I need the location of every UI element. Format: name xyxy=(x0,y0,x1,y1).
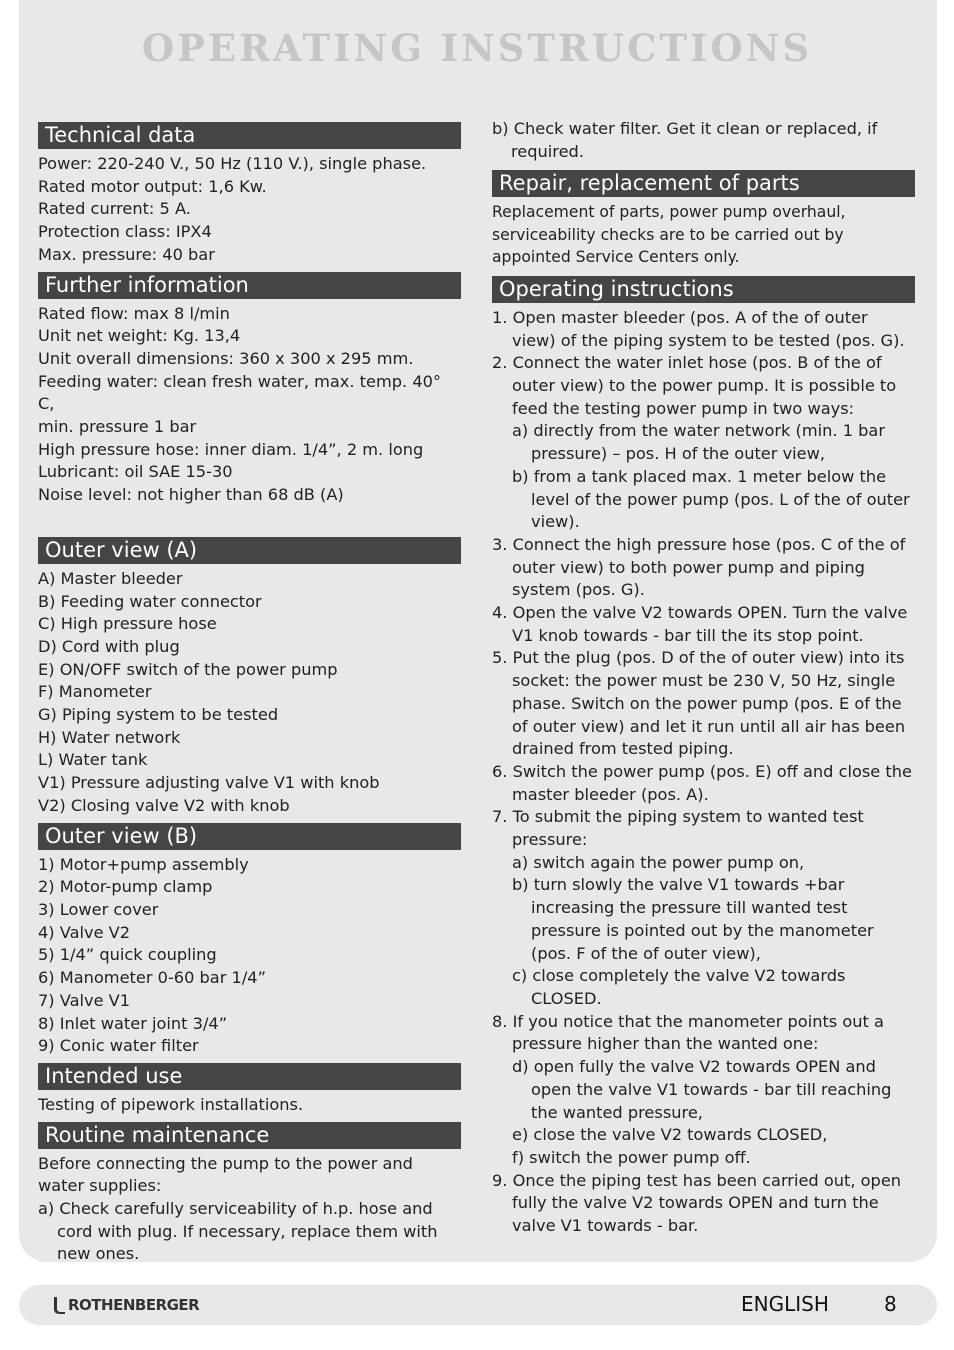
routine-maintenance-heading: Routine maintenance xyxy=(38,1122,461,1149)
list-item: 9) Conic water filter xyxy=(38,1036,199,1056)
intended-use-heading: Intended use xyxy=(38,1063,461,1090)
list-item: 4) Valve V2 xyxy=(38,922,131,942)
step-item xyxy=(492,307,915,352)
outer-view-b-heading: Outer view (B) xyxy=(38,823,461,850)
maintenance-continued xyxy=(492,118,915,163)
list-item: D) Cord with plug xyxy=(38,636,180,656)
list-item: H) Water network xyxy=(38,727,181,747)
text-line: Feeding water: clean fresh water, max. temp. 40° C, xyxy=(38,371,442,414)
right-column xyxy=(492,118,915,1238)
outer-view-a-list xyxy=(38,568,461,818)
step-text: 5. Put the plug (pos. D of the of outer view) into its socket: the power must be 230 V, 50 Hz, single phase. Switch on the power pump (pos. E of the of outer view) and let it run until all air has been drained from tested piping. xyxy=(492,648,906,759)
step-text: 9. Once the piping test has been carried out, open fully the valve V2 towards OPEN and turn the valve V1 towards - bar. xyxy=(492,1170,902,1236)
text-line: Unit net weight: Kg. 13,4 xyxy=(38,326,241,346)
substep-item: e) close the valve V2 towards CLOSED, xyxy=(512,1125,828,1145)
substep-item: a) directly from the water network (min. 1 bar pressure) – pos. H of the outer view, xyxy=(512,421,885,464)
substep-item: f) switch the power pump off. xyxy=(512,1147,751,1167)
operating-instructions-heading: Operating instructions xyxy=(492,276,915,303)
text-line: Testing of pipework installations. xyxy=(38,1094,304,1114)
list-item: V1) Pressure adjusting valve V1 with knob xyxy=(38,773,380,793)
list-item: 7) Valve V1 xyxy=(38,990,131,1010)
brand-logo xyxy=(52,1294,199,1316)
substep-item: b) turn slowly the valve V1 towards +bar increasing the pressure till wanted test pressure is pointed out by the manometer (pos. F of the of outer view), xyxy=(512,875,874,963)
list-item: 2) Motor-pump clamp xyxy=(38,877,213,897)
list-item: G) Piping system to be tested xyxy=(38,705,279,725)
step-item xyxy=(492,761,915,806)
list-item: B) Feeding water connector xyxy=(38,591,262,611)
substep-item: a) switch again the power pump on, xyxy=(512,852,805,872)
step-text: 4. Open the valve V2 towards OPEN. Turn the valve V1 knob towards - bar till the its stop point. xyxy=(492,603,908,645)
text-line: Rated flow: max 8 l/min xyxy=(38,303,230,323)
left-column xyxy=(38,122,461,1266)
outer-view-b-list xyxy=(38,854,461,1058)
step-text: 2. Connect the water inlet hose (pos. B of the of outer view) to the power pump. It is possible to feed the testing power pump in two ways: xyxy=(492,353,897,418)
repair-text: Replacement of parts, power pump overhaul, serviceability checks are to be carried out by appointed Service Centers only. xyxy=(492,203,846,267)
maintenance-step-b: b) Check water filter. Get it clean or replaced, if required. xyxy=(492,119,878,161)
step-text: 8. If you notice that the manometer points out a pressure higher than the wanted one: xyxy=(492,1011,884,1054)
substep-list xyxy=(512,852,915,1011)
text-line: Noise level: not higher than 68 dB (A) xyxy=(38,485,344,505)
technical-data-list xyxy=(38,153,461,267)
operating-steps-list xyxy=(492,307,915,1238)
step-text: 1. Open master bleeder (pos. A of the of outer view) of the piping system to be tested (pos. G). xyxy=(492,307,905,350)
substep-item: c) close completely the valve V2 towards CLOSED. xyxy=(512,966,846,1008)
language-label: ENGLISH xyxy=(741,1292,829,1316)
step-item xyxy=(492,647,915,761)
list-item: A) Master bleeder xyxy=(38,568,183,588)
substep-item: b) from a tank placed max. 1 meter below the level of the power pump (pos. L of the of outer view). xyxy=(512,466,910,532)
text-line: min. pressure 1 bar xyxy=(38,417,197,437)
step-item xyxy=(492,602,915,647)
text-line: Power: 220-240 V., 50 Hz (110 V.), single phase. xyxy=(38,154,427,173)
text-line: Max. pressure: 40 bar xyxy=(38,244,215,264)
routine-maintenance-text xyxy=(38,1153,461,1267)
repair-heading: Repair, replacement of parts xyxy=(492,170,915,197)
list-item: F) Manometer xyxy=(38,682,152,702)
brand-mark-icon xyxy=(52,1295,66,1315)
list-item: 1) Motor+pump assembly xyxy=(38,854,249,874)
text-line: Rated current: 5 A. xyxy=(38,199,191,219)
intended-use-text xyxy=(38,1094,461,1117)
further-information-heading: Further information xyxy=(38,272,461,299)
technical-data-heading: Technical data xyxy=(38,122,461,149)
list-item: 8) Inlet water joint 3/4” xyxy=(38,1013,228,1033)
step-item xyxy=(492,534,915,602)
text-line: High pressure hose: inner diam. 1/4”, 2 m. long xyxy=(38,439,424,459)
outer-view-a-heading: Outer view (A) xyxy=(38,537,461,564)
list-item: L) Water tank xyxy=(38,750,148,770)
step-item xyxy=(492,1011,915,1170)
maintenance-step-a: a) Check carefully serviceability of h.p. hose and cord with plug. If necessary, replace them with new ones. xyxy=(38,1199,438,1264)
text-line: Before connecting the pump to the power and water supplies: xyxy=(38,1153,413,1196)
step-text: 3. Connect the high pressure hose (pos. C of the of outer view) to both power pump and piping system (pos. G). xyxy=(492,534,906,600)
list-item: 5) 1/4” quick coupling xyxy=(38,945,217,965)
substep-list xyxy=(512,420,915,534)
step-text: 7. To submit the piping system to wanted test pressure: xyxy=(492,807,864,850)
text-line: Protection class: IPX4 xyxy=(38,222,212,242)
text-line: Rated motor output: 1,6 Kw. xyxy=(38,176,267,196)
step-item xyxy=(492,806,915,1010)
list-item: 6) Manometer 0-60 bar 1/4” xyxy=(38,968,266,988)
page-title: OPERATING INSTRUCTIONS xyxy=(141,26,813,70)
list-item: 3) Lower cover xyxy=(38,899,159,919)
brand-name: ROTHENBERGER xyxy=(68,1296,200,1314)
page-number: 8 xyxy=(884,1292,897,1316)
step-text: 6. Switch the power pump (pos. E) off and close the master bleeder (pos. A). xyxy=(492,761,912,804)
list-item: V2) Closing valve V2 with knob xyxy=(38,795,290,815)
step-item xyxy=(492,352,915,534)
text-line: Lubricant: oil SAE 15-30 xyxy=(38,462,233,482)
text-line: Unit overall dimensions: 360 x 300 x 295 mm. xyxy=(38,348,414,368)
substep-item: d) open fully the valve V2 towards OPEN and open the valve V1 towards - bar till reaching the wanted pressure, xyxy=(512,1057,892,1122)
further-information-list xyxy=(38,303,461,507)
substep-list xyxy=(512,1056,915,1170)
list-item: C) High pressure hose xyxy=(38,614,217,634)
list-item: E) ON/OFF switch of the power pump xyxy=(38,659,338,679)
step-item xyxy=(492,1170,915,1238)
